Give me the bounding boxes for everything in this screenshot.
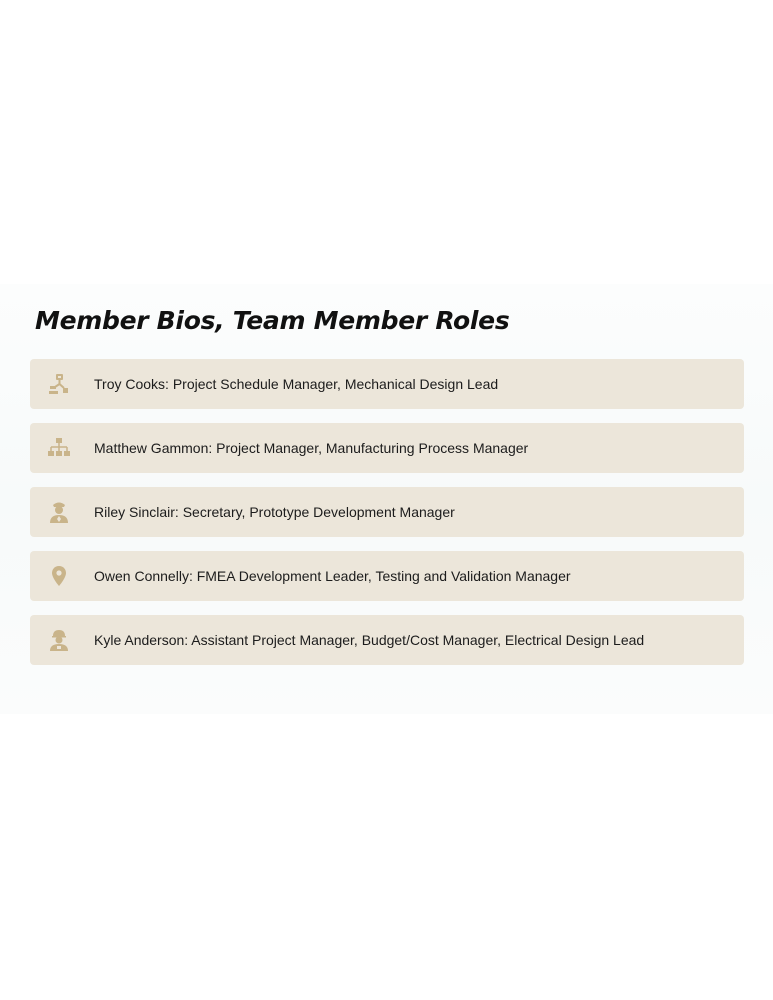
role-card bbox=[30, 359, 744, 409]
role-text: Owen Connelly: FMEA Development Leader, Testing and Validation Manager bbox=[94, 568, 571, 584]
role-text: Matthew Gammon: Project Manager, Manufacturing Process Manager bbox=[94, 440, 529, 456]
org-chart-icon bbox=[47, 436, 71, 460]
page-title: Member Bios, Team Member Roles bbox=[35, 306, 510, 335]
role-card bbox=[30, 615, 744, 665]
construction-worker-icon bbox=[47, 628, 71, 652]
map-pin-icon bbox=[47, 564, 71, 588]
role-text: Riley Sinclair: Secretary, Prototype Development Manager bbox=[94, 504, 455, 520]
role-card bbox=[30, 487, 744, 537]
role-card bbox=[30, 423, 744, 473]
engineer-robot-icon bbox=[47, 372, 71, 396]
role-list bbox=[30, 359, 744, 679]
role-text: Troy Cooks: Project Schedule Manager, Mechanical Design Lead bbox=[94, 376, 499, 392]
officer-icon bbox=[47, 500, 71, 524]
role-text: Kyle Anderson: Assistant Project Manager, Budget/Cost Manager, Electrical Design Lead bbox=[94, 632, 645, 648]
role-card bbox=[30, 551, 744, 601]
